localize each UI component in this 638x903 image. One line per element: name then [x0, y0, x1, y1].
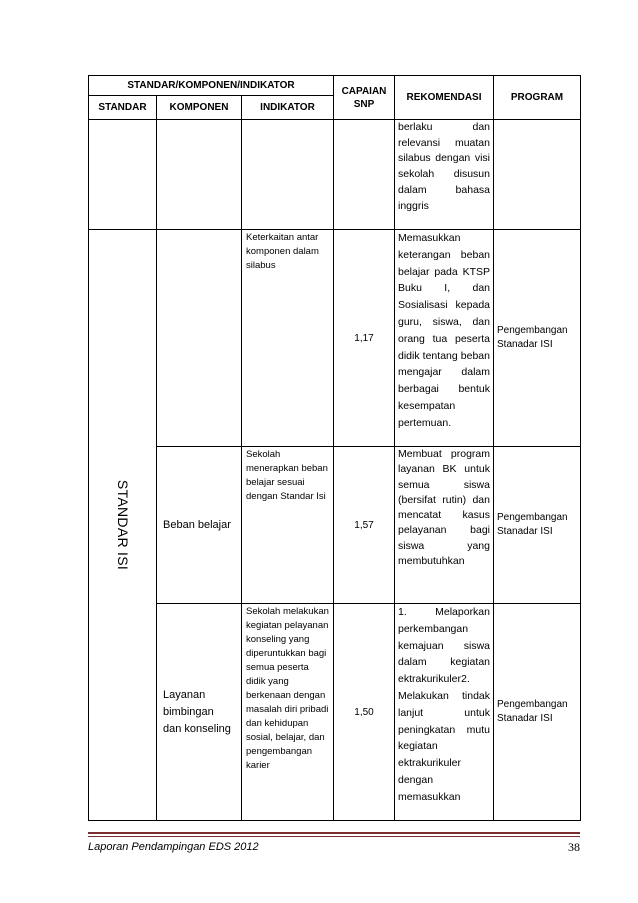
- komponen-cell: Beban belajar: [157, 447, 242, 604]
- indikator-cell: Keterkaitan antar komponen dalam silabus: [242, 230, 334, 447]
- table-row: [89, 604, 581, 821]
- header-standar: STANDAR: [89, 96, 157, 120]
- rekomendasi-cell: 1. Melaporkan perkembangan kemajuan siswa dalam kegiatan ektrakurikuler2. Melakukan tindak lanjut untuk peningkatan mutu kegiatan ektrakurikuler dengan memasukkan: [395, 604, 494, 821]
- program-cell: Pengembangan Stanadar ISI: [494, 604, 581, 821]
- standar-cell: [89, 120, 157, 230]
- page-number: 38: [568, 840, 580, 854]
- rekomendasi-cell: berlaku dan relevansi muatan silabus dengan visi sekolah disusun dalam bahasa inggris: [395, 120, 494, 230]
- header-rekomendasi: REKOMENDASI: [395, 76, 494, 120]
- capaian-cell: 1,17: [334, 230, 395, 447]
- standar-cell: [89, 230, 157, 821]
- komponen-cell: [157, 230, 242, 447]
- indikator-cell: Sekolah melakukan kegiatan pelayanan konseling yang diperuntukkan bagi semua peserta didik yang berkenaan dengan masalah diri pribadi dan kehidupan sosial, belajar, dan pengembangan karier: [242, 604, 334, 821]
- rekomendasi-cell: Memasukkan keterangan beban belajar pada KTSP Buku I, dan Sosialisasi kepada guru, siswa, dan orang tua peserta didik tentang beban mengajar dalam berbagai bentuk kesempatan pertemuan.: [395, 230, 494, 447]
- header-komponen: KOMPONEN: [157, 96, 242, 120]
- capaian-cell: 1,50: [334, 604, 395, 821]
- table-row: [89, 230, 581, 447]
- standar-isi-label: STANDAR ISI: [114, 479, 131, 571]
- table-row: [89, 447, 581, 604]
- program-cell: [494, 120, 581, 230]
- indikator-cell: Sekolah menerapkan beban belajar sesuai dengan Standar Isi: [242, 447, 334, 604]
- header-capaian-snp: CAPAIAN SNP: [334, 76, 395, 120]
- program-cell: Pengembangan Stanadar ISI: [494, 230, 581, 447]
- table-row: [89, 120, 581, 230]
- capaian-cell: [334, 120, 395, 230]
- header-standar-komponen-indikator: STANDAR/KOMPONEN/INDIKATOR: [89, 76, 334, 96]
- komponen-cell: [157, 120, 242, 230]
- recommendation-table: [88, 75, 581, 821]
- program-cell: Pengembangan Stanadar ISI: [494, 447, 581, 604]
- rekomendasi-cell: Membuat program layanan BK untuk semua siswa (bersifat rutin) dan mencatat kasus pelayanan bagi siswa yang membutuhkan: [395, 447, 494, 604]
- header-indikator: INDIKATOR: [242, 96, 334, 120]
- capaian-cell: 1,57: [334, 447, 395, 604]
- footer-divider: [88, 832, 580, 834]
- header-program: PROGRAM: [494, 76, 581, 120]
- footer-title: Laporan Pendampingan EDS 2012: [88, 841, 259, 853]
- komponen-cell: Layanan bimbingan dan konseling: [157, 604, 242, 821]
- indikator-cell: [242, 120, 334, 230]
- footer-divider-thin: [88, 836, 580, 837]
